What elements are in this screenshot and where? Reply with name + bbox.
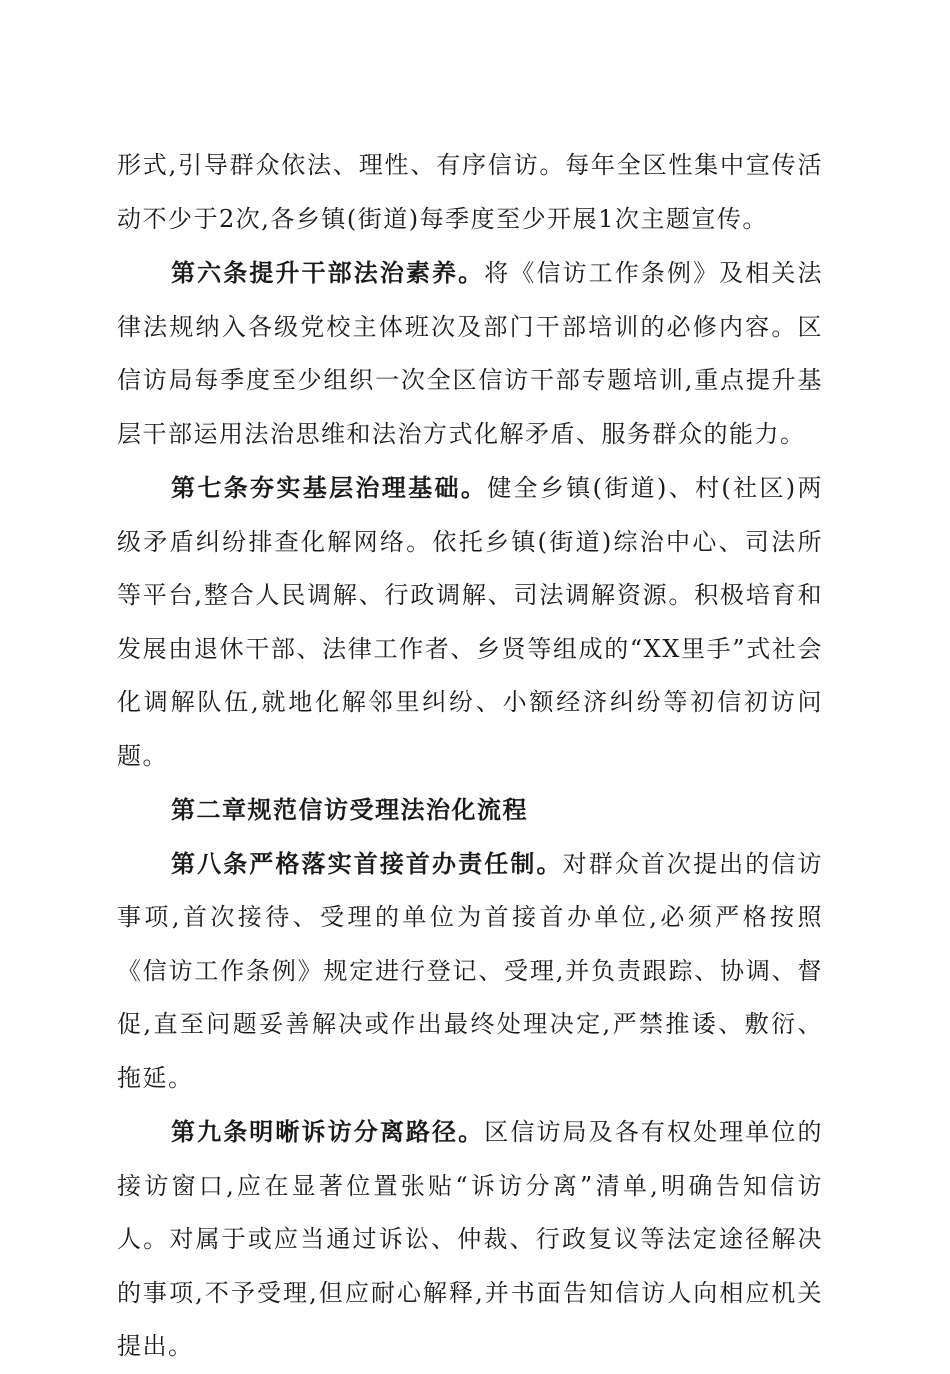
paragraph-text: 形式,引导群众依法、理性、有序信访。每年全区性集中宣传活动不少于2次,各乡镇(街道)每季度至少开展1次主题宣传。 (117, 151, 823, 233)
article-9-heading: 第九条明晰诉访分离路径。 (171, 1117, 485, 1146)
document-body (117, 139, 823, 1374)
article-6-paragraph (117, 246, 823, 461)
article-7-heading: 第七条夯实基层治理基础。 (171, 473, 488, 502)
article-8-text: 对群众首次提出的信访事项,首次接待、受理的单位为首接首办单位,必须严格按照《信访工作条例》规定进行登记、受理,并负责跟踪、协调、督促,直至问题妥善解决或作出最终处理决定,严禁推诿、敷衍、拖延。 (117, 849, 823, 1092)
chapter-2-heading: 第二章规范信访受理法治化流程 (171, 795, 528, 824)
article-6-heading: 第六条提升干部法治素养。 (171, 258, 485, 287)
paragraph-continuation (117, 139, 823, 246)
article-8-heading: 第八条严格落实首接首办责任制。 (171, 848, 563, 878)
article-7-text: 健全乡镇(街道)、村(社区)两级矛盾纠纷排查化解网络。依托乡镇(街道)综治中心、司法所等平台,整合人民调解、行政调解、司法调解资源。积极培育和发展由退休干部、法律工作者、乡贤等组成的“XX里手”式社会化调解队伍,就地化解邻里纠纷、小额经济纠纷等初信初访问题。 (117, 474, 824, 770)
article-9-paragraph (117, 1105, 823, 1374)
article-6-text: 将《信访工作条例》及相关法律法规纳入各级党校主体班次及部门干部培训的必修内容。区信访局每季度至少组织一次全区信访干部专题培训,重点提升基层干部运用法治思维和法治方式化解矛盾、服务群众的能力。 (117, 259, 823, 448)
article-7-paragraph (117, 461, 823, 783)
article-9-text: 区信访局及各有权处理单位的接访窗口,应在显著位置张贴“诉访分离”清单,明确告知信访人。对属于或应当通过诉讼、仲裁、行政复议等法定途径解决的事项,不予受理,但应耐心解释,并书面告知信访人向相应机关提出。 (117, 1118, 823, 1360)
article-8-paragraph (117, 837, 823, 1106)
